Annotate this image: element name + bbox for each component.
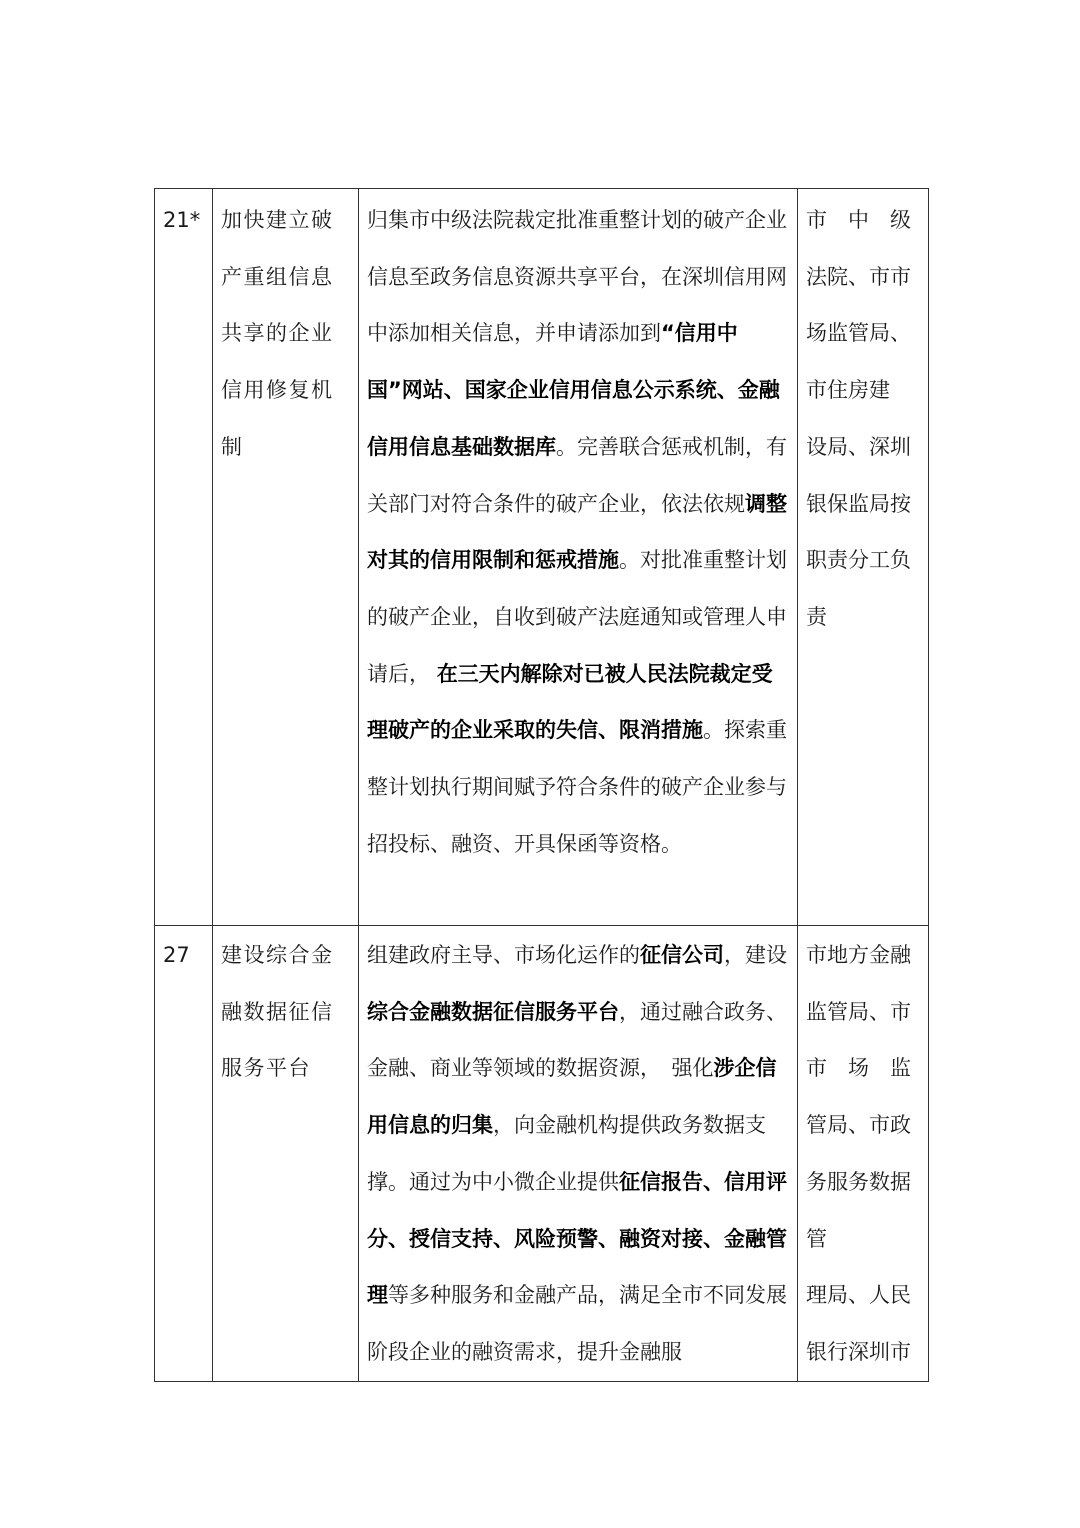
measure-run-bold: 征信报告、信用评分、授信支持、风险预警、融资对接、金融管理: [367, 1169, 787, 1308]
department-line: 监管局、市: [806, 999, 911, 1024]
measure-run: 组建政府主导、市场化运作的: [367, 943, 640, 967]
department-line: 法院、市市: [806, 264, 911, 289]
measure-cell: [359, 189, 798, 926]
department-line: 市地方金融: [806, 943, 911, 967]
row-number: 21*: [163, 208, 201, 232]
measure-text: [367, 189, 789, 872]
measure-run: 归集市中级法院裁定批准重整计划的破产企业信息至政务信息资源共享平台，在深圳信用网中添加相关信息，并申请添加到: [367, 208, 787, 346]
department-line: 银保监局按: [806, 491, 911, 516]
department-line: 场监管局、: [806, 321, 911, 346]
measure-run: ，向金融机构提供政务数据支撑。通过为中小微企业提供: [367, 1113, 766, 1194]
measure-cell: [359, 926, 798, 1382]
measure-run: ，通过融合政务、金融、商业等领域的数据资源， 强化: [367, 999, 787, 1081]
measure-run-bold: “信用中国”网站、国家企业信用信息公示系统、金融信用信息基础数据库: [367, 321, 780, 459]
department-line: 理局、人民: [806, 1283, 911, 1308]
measure-run-bold: 涉企信用信息的归集: [367, 1056, 777, 1138]
department-cell: [798, 189, 929, 926]
measure-text: [367, 926, 789, 1381]
measure-run-bold: 征信公司: [640, 943, 724, 967]
department-line: 管局、市政: [806, 1113, 911, 1138]
department-line: 务服务数据: [806, 1169, 911, 1194]
measure-run: ，建设: [724, 943, 787, 967]
measure-run-bold: 综合金融数据征信服务平台: [367, 999, 619, 1024]
task-text: 建设综合金融数据征信服务平台: [221, 943, 334, 1081]
department-line: 责: [806, 604, 827, 629]
department-line: 职责分工负: [806, 548, 911, 573]
measure-run-bold: 在三天内解除对已被人民法院裁定受理破产的企业采取的失信、限消措施: [367, 661, 773, 743]
measure-run: 等多种服务和金融产品，满足全市不同发展阶段企业的融资需求，提升金融服: [367, 1283, 787, 1364]
table-row: [155, 189, 929, 926]
department-cell: [798, 926, 929, 1382]
table-row: [155, 926, 929, 1382]
department-line: 市住房建: [806, 378, 890, 403]
task-cell: [213, 189, 359, 926]
measure-run: 。完善联合惩戒机制，有关部门对符合条件的破产企业，依法依规: [367, 434, 787, 516]
department-text: [806, 926, 920, 1381]
measure-run: 。探索重整计划执行期间赋予符合条件的破产企业参与招投标、融资、开具保函等资格。: [367, 718, 787, 856]
measure-run-bold: 调整对其的信用限制和惩戒措施: [367, 491, 787, 573]
row-number: 27: [163, 943, 190, 967]
row-number-cell: [155, 189, 213, 926]
measure-run: 。对批准重整计划的破产企业，自收到破产法庭通知或管理人申请后，: [367, 548, 787, 686]
policy-table: [154, 188, 929, 1382]
task-text: 加快建立破产重组信息共享的企业信用修复机制: [221, 208, 334, 459]
department-line: 设局、深圳: [806, 434, 911, 459]
department-line: 银行深圳市: [806, 1339, 911, 1364]
department-line: 市 中 级: [806, 208, 911, 232]
row-number-cell: [155, 926, 213, 1382]
department-line: 管: [806, 1226, 827, 1251]
department-line: 市 场 监: [806, 1056, 911, 1081]
task-cell: [213, 926, 359, 1382]
department-text: [806, 189, 920, 646]
